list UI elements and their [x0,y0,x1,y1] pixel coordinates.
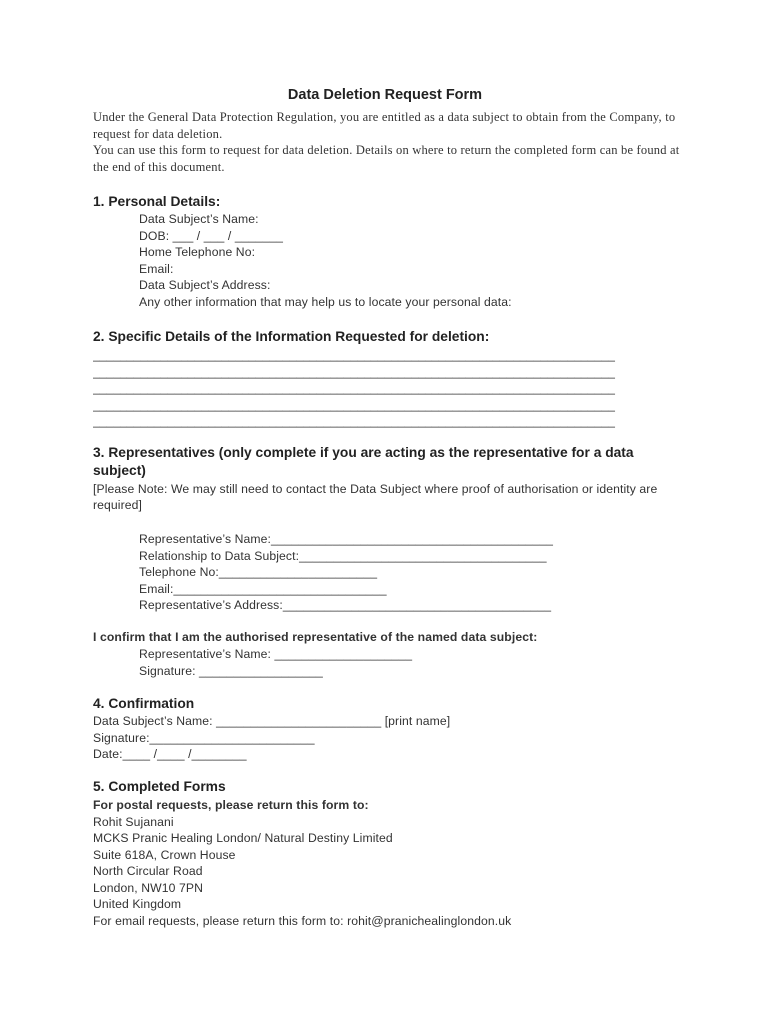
section-heading-confirmation: 4. Confirmation [93,696,195,711]
field-label: Representative’s Address:_______________________________________ [139,598,552,612]
section-heading-representatives: 3. Representatives (only complete if you are acting as the representative for a data subject) [93,445,634,478]
field-label: Any other information that may help us to locate your personal data: [139,294,512,309]
field-label: Data Subject’s Address: [139,278,271,292]
field-label: Signature:________________________ [93,730,315,745]
representative-confirmation-statement: I confirm that I am the authorised representative of the named data subject: [93,630,538,644]
field-label: Signature: __________________ [139,663,323,678]
field-label: Email:_______________________________ [139,581,387,596]
representative-note: [Please Note: We may still need to contact the Data Subject where proof of authorisation or identity are required] [93,482,658,513]
field-label: Home Telephone No: [139,245,256,259]
address-line: London, NW10 7PN [93,880,203,895]
email-requests-line: For email requests, please return this form to: rohit@pranichealinglondon.uk [93,913,512,928]
blank-answer-line: _____________________________________________________________________________ [93,397,615,412]
address-line: United Kingdom [93,897,182,911]
page-title: Data Deletion Request Form [287,87,483,103]
field-label: Representative’s Name:_________________________________________ [139,532,554,546]
intro-paragraph: Under the General Data Protection Regulation, you are entitled as a data subject to obtain from the Company, to request for data deletion. [93,110,676,141]
field-label: Representative’s Name: ____________________ [139,647,413,661]
field-label: Data Subject’s Name: [139,212,259,226]
address-line: MCKS Pranic Healing London/ Natural Destiny Limited [93,831,393,845]
blank-answer-line: _____________________________________________________________________________ [93,414,615,428]
postal-requests-label: For postal requests, please return this form to: [93,798,369,812]
blank-answer-line: _____________________________________________________________________________ [93,364,615,379]
field-label: Relationship to Data Subject:____________________________________ [139,548,547,563]
intro-text [93,109,683,175]
address-line: North Circular Road [93,864,203,878]
field-label: Email: [139,261,174,276]
field-label: Data Subject’s Name: ________________________ [print name] [93,714,451,728]
field-label: Date:____ /____ /________ [93,747,247,761]
section-heading-specific-details: 2. Specific Details of the Information Requested for deletion: [93,329,490,344]
section-heading-completed-forms: 5. Completed Forms [93,779,226,794]
intro-paragraph: You can use this form to request for data deletion. Details on where to return the completed form can be found at the end of this document. [93,143,680,174]
address-line: Suite 618A, Crown House [93,847,236,862]
blank-answer-line: _____________________________________________________________________________ [93,381,615,395]
section-heading-personal-details: 1. Personal Details: [93,194,221,209]
field-label: DOB: ___ / ___ / _______ [139,228,284,243]
field-label: Telephone No:_______________________ [139,565,378,579]
blank-answer-line: _____________________________________________________________________________ [93,348,615,362]
address-line: Rohit Sujanani [93,814,174,829]
